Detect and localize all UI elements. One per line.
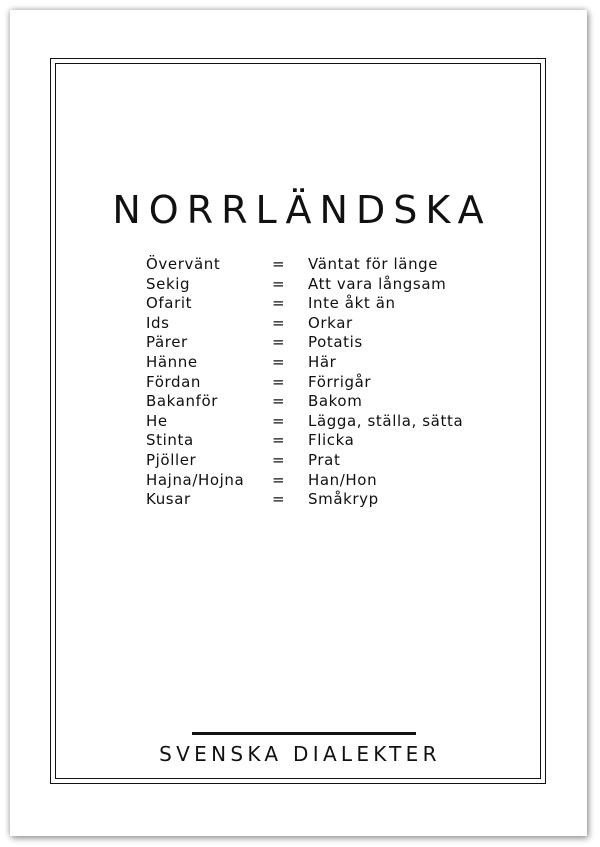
dialect-term: Kusar (146, 490, 191, 509)
term-meaning: Inte åkt än (308, 294, 396, 313)
equals-sign: = (272, 450, 286, 469)
equals-sign: = (272, 470, 286, 489)
term-meaning: Småkryp (308, 490, 379, 509)
term-meaning: Förrigår (308, 372, 372, 391)
glossary-row (146, 451, 463, 471)
glossary-row (146, 412, 463, 432)
dialect-term: Stinta (146, 431, 194, 450)
term-meaning: Väntat för länge (308, 255, 439, 273)
glossary-row (146, 471, 463, 491)
divider-rule (192, 732, 416, 735)
term-meaning: Lägga, ställa, sätta (308, 411, 464, 430)
glossary-row (146, 392, 463, 412)
equals-sign: = (272, 392, 286, 411)
equals-sign: = (272, 294, 286, 313)
glossary-row (146, 294, 463, 314)
dialect-term: Pärer (146, 333, 188, 352)
equals-sign: = (272, 431, 286, 450)
outer-frame (50, 58, 546, 784)
dialect-term: Fördan (146, 372, 201, 391)
equals-sign: = (272, 490, 286, 509)
equals-sign: = (272, 274, 286, 293)
dialect-term: Ofarit (146, 294, 193, 313)
dialect-term: Bakanför (146, 392, 219, 411)
equals-sign: = (272, 333, 286, 352)
term-meaning: Potatis (308, 333, 363, 352)
inner-frame (55, 63, 541, 779)
equals-sign: = (272, 313, 286, 332)
poster-subtitle: SVENSKA DIALEKTER (159, 742, 441, 766)
term-meaning: Flicka (308, 431, 355, 450)
equals-sign: = (272, 411, 286, 430)
glossary-row (146, 431, 463, 451)
poster-title: NORRLÄNDSKA (112, 188, 492, 232)
dialect-term: Övervänt (146, 255, 221, 273)
glossary-row (146, 490, 463, 510)
glossary-list (146, 255, 463, 510)
dialect-term: Hajna/Hojna (146, 470, 245, 489)
dialect-term: Ids (146, 313, 170, 332)
equals-sign: = (272, 352, 286, 371)
term-meaning: Här (308, 352, 337, 371)
term-meaning: Orkar (308, 313, 353, 332)
poster (10, 10, 587, 836)
term-meaning: Han/Hon (308, 470, 378, 489)
glossary-row (146, 314, 463, 334)
term-meaning: Att vara långsam (308, 274, 447, 293)
dialect-term: Sekig (146, 274, 191, 293)
dialect-term: He (146, 411, 168, 430)
term-meaning: Prat (308, 450, 341, 469)
glossary-row (146, 255, 463, 275)
dialect-term: Pjöller (146, 450, 197, 469)
glossary-row (146, 333, 463, 353)
equals-sign: = (272, 372, 286, 391)
glossary-row (146, 275, 463, 295)
equals-sign: = (272, 255, 286, 273)
glossary-row (146, 353, 463, 373)
glossary-row (146, 373, 463, 393)
dialect-term: Hänne (146, 352, 198, 371)
term-meaning: Bakom (308, 392, 363, 411)
